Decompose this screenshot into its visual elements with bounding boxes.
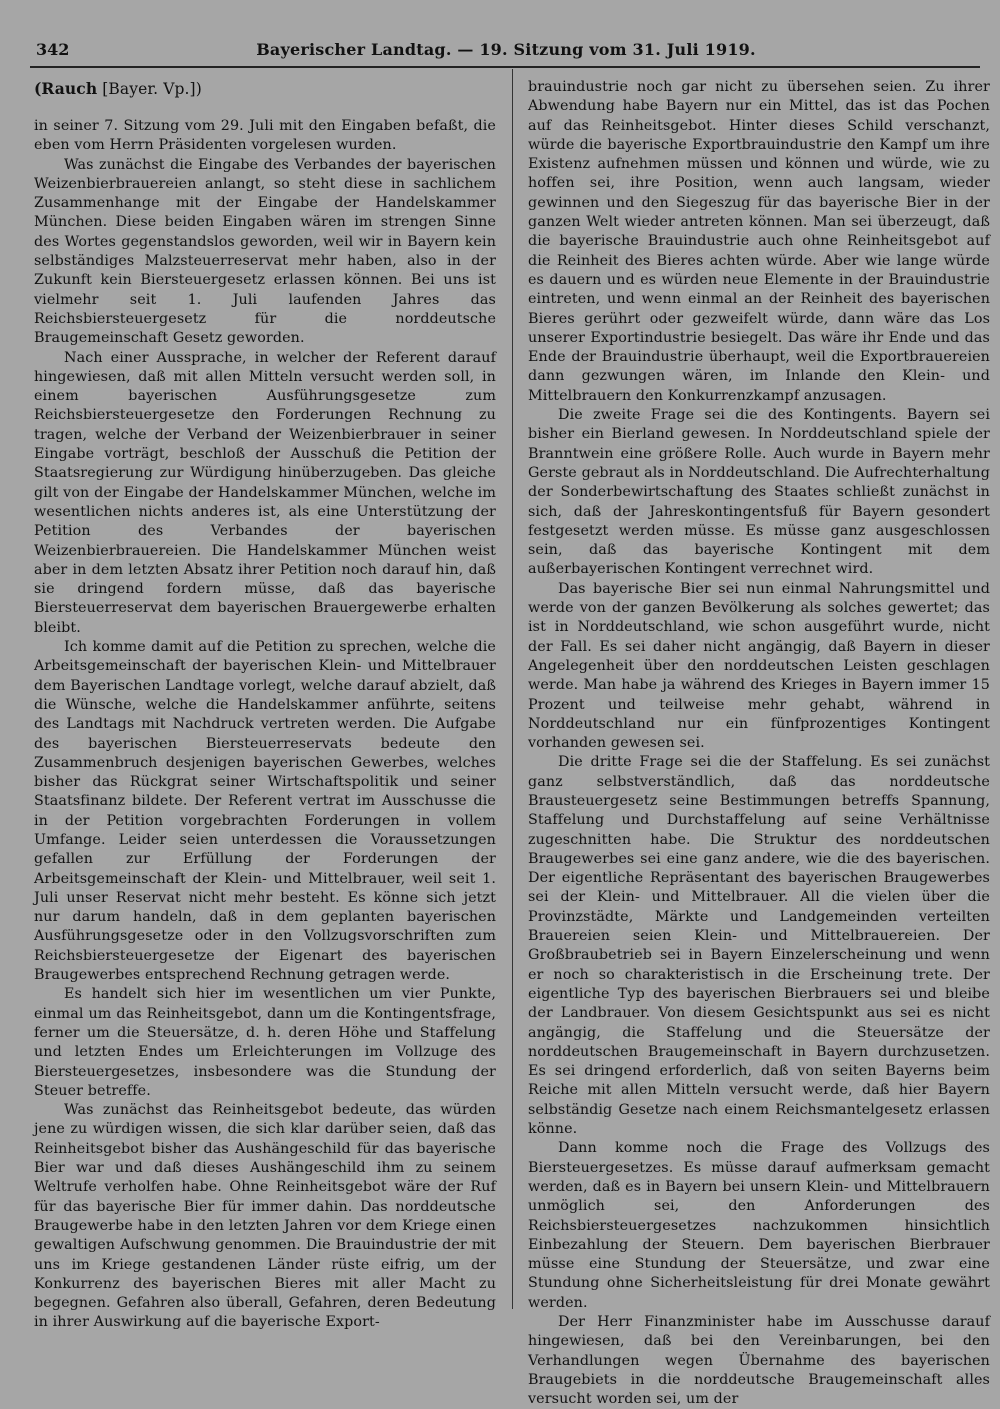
paragraph: Der Herr Finanzminister habe im Ausschusse darauf hingewiesen, daß bei den Vereinbarungen, bei den Verhandlungen wegen Übernahme des bayerischen Braugebiets in die norddeutsche Braugemeinschaft alles versucht worden sei, um der — [528, 1314, 990, 1408]
paragraph: Das bayerische Bier sei nun einmal Nahrungsmittel und werde von der ganzen Bevölkerung als solches gewertet; das ist in Norddeutschland, wie schon ausgeführt wurde, nicht der Fall. Es sei daher nicht angängig, daß Bayern in dieser Angelegenheit über den norddeutschen Leisten geschlagen werde. Man habe ja während des Krieges in Bayern immer 15 Prozent und teilweise mehr gehabt, während in Norddeutschland nur ein fünfprozentiges Kontingent vorhanden gewesen sei. — [528, 580, 990, 752]
paragraph: Ich komme damit auf die Petition zu sprechen, welche die Arbeitsgemeinschaft der bayerischen Klein- und Mittelbrauer dem Bayerischen Landtage vorlegt, welche darauf abzielt, daß die Wünsche, welche die Handelskammer anführte, seitens des Landtags mit Nachdruck vertreten werden. Die Aufgabe des bayerischen Biersteuerreservats bedeute den Zusammenbruch desjenigen bayerischen Gewerbes, welches bisher das Rückgrat seiner Wirtschaftspolitik und seiner Staatsfinanz bildete. Der Referent vertrat im Ausschusse die in der Petition vorgebrachten Forderungen in vollem Umfange. Leider seien unterdessen die Voraussetzungen gefallen zur Erfüllung der Forderungen der Arbeitsgemeinschaft der Klein- und Mittelbrauer, weil seit 1. Juli unser Reservat nicht mehr besteht. Es könne sich jetzt nur darum handeln, daß in dem geplanten bayerischen Ausführungsgesetze oder in den Vollzugsvorschriften zum Reichsbiersteuergesetze der Eigenart des bayerischen Braugewerbes entsprechend Rechnung getragen werde. — [34, 639, 496, 984]
paragraph: Was zunächst das Reinheitsgebot bedeute, das würden jene zu würdigen wissen, die sich klar darüber seien, daß das Reinheitsgebot bisher das Aushängeschild für das bayerische Bier war und daß dieses Aushängeschild ihm zu seinem Weltrufe verholfen habe. Ohne Reinheitsgebot wäre der Ruf für das bayerische Bier für immer dahin. Das norddeutsche Braugewerbe habe in den letzten Jahren vor dem Kriege einen gewaltigen Aufschwung genommen. Die Brauindustrie der mit uns im Kriege gestandenen Länder rüste eifrig, um der Konkurrenz des bayerischen Bieres mit aller Macht zu begegnen. Gefahren also überall, Gefahren, deren Bedeutung in ihrer Auswirkung auf die bayerische Export- — [34, 1102, 496, 1331]
paragraph: Dann komme noch die Frage des Vollzugs des Biersteuergesetzes. Es müsse darauf aufmerksam gemacht werden, daß es in Bayern bei unsern Klein- und Mittelbrauern unmöglich sei, den Anforderungen des Reichsbiersteuergesetzes nachzukommen hinsichtlich Einbezahlung der Steuern. Dem bayerischen Bierbrauer müsse eine Stundung der Steuersätze, und zwar eine Stundung ohne Sicherheitsleistung für drei Monate gewährt werden. — [528, 1140, 990, 1311]
right-column — [528, 78, 990, 1408]
header-rule — [30, 66, 980, 68]
page-number: 342 — [36, 40, 70, 59]
column-divider — [512, 69, 513, 1309]
speaker-party: [Bayer. Vp.]) — [102, 80, 202, 98]
paragraph: Die zweite Frage sei die des Kontingents. Bayern sei bisher ein Bierland gewesen. In Norddeutschland spiele der Branntwein eine größere Rolle. Auch wurde in Bayern mehr Gerste gebraut als in Norddeutschland. Die Aufrechterhaltung der Sonderbewirtschaftung des Staates schließt zunächst in sich, daß der Jahreskontingentsfuß für Bayern gesondert festgesetzt werden müsse. Es müsse ganz ausgeschlossen sein, daß das bayerische Kontingent mit dem außerbayerischen Kontingent verrechnet wird. — [528, 407, 990, 578]
speaker-line — [34, 78, 496, 100]
paragraph: in seiner 7. Sitzung vom 29. Juli mit den Eingaben befaßt, die eben vom Herrn Präsidenten vorgelesen wurden. — [34, 118, 496, 154]
paragraph: Es handelt sich hier im wesentlichen um vier Punkte, einmal um das Reinheitsgebot, dann um die Kontingentsfrage, ferner um die Steuersätze, d. h. deren Höhe und Staffelung und letzten Endes um Erleichterungen im Vollzuge des Biersteuergesetzes, insbesondere was die Stundung der Steuer betreffe. — [34, 986, 496, 1099]
page-header — [36, 36, 976, 60]
left-column — [34, 78, 496, 1331]
paragraph: Die dritte Frage sei die der Staffelung. Es sei zunächst ganz selbstverständlich, daß das norddeutsche Brausteuergesetz seine Bestimmungen betreffs Spannung, Staffelung und Durchstaffelung auf seine Verhältnisse zugeschnitten habe. Die Struktur des norddeutschen Braugewerbes sei eine ganz andere, wie die des bayerischen. Der eigentliche Repräsentant des bayerischen Braugewerbes sei der Klein- und Mittelbrauer. All die vielen über die Provinzstädte, Märkte und Landgemeinden verteilten Brauereien seien Klein- und Mittelbrauereien. Der Großbraubetrieb sei in Bayern Einzelerscheinung und wenn er noch so charakteristisch in die Erscheinung trete. Der eigentliche Typ des bayerischen Bierbrauers sei und bleibe der Landbrauer. Von diesem Gesichtspunkt aus sei es nicht angängig, die Staffelung und die Steuersätze der norddeutschen Braugemeinschaft in Bayern durchzusetzen. Es sei dringend erforderlich, daß von seiten Bayerns beim Reiche mit allen Mitteln versucht werde, daß hier Bayern selbständig Gesetze nach einem Reichsmantelgesetz erlassen könne. — [528, 754, 990, 1138]
paragraph: Was zunächst die Eingabe des Verbandes der bayerischen Weizenbierbrauereien anlangt, so steht diese in sachlichem Zusammenhange mit der Eingabe der Handelskammer München. Diese beiden Eingaben wären im strengen Sinne des Wortes gegenstandslos geworden, weil wir in Bayern kein selbständiges Malzsteuerreservat mehr haben, also in der Zukunft kein Biersteuergesetz erlassen können. Bei uns ist vielmehr seit 1. Juli laufenden Jahres das Reichsbiersteuergesetz für die norddeutsche Braugemeinschaft Gesetz geworden. — [34, 156, 496, 347]
paragraph: brauindustrie noch gar nicht zu übersehen seien. Zu ihrer Abwendung habe Bayern nur ein Mittel, das ist das Pochen auf das Reinheitsgebot. Hinter dieses Schild verschanzt, würde die bayerische Exportbrauindustrie den Kampf um ihre Existenz aufnehmen müssen und können und würde, wie zu hoffen sei, ihre Position, wenn auch langsam, wieder gewinnen und den Siegeszug für das bayerische Bier in der ganzen Welt wieder antreten können. Man sei überzeugt, daß die bayerische Brauindustrie auch ohne Reinheitsgebot auf die Reinheit des Bieres achten würde. Aber wie lange würde es dauern und es würden neue Elemente in der Brauindustrie eintreten, und wenn einmal an der Reinheit des bayerischen Bieres gerührt oder gezweifelt würde, dann wäre das Los unserer Exportindustrie besiegelt. Das wäre ihr Ende und das Ende der Brauindustrie überhaupt, weil die Exportbrauereien dann gezwungen wären, im Inlande den Klein- und Mittelbrauern den Konkurrenzkampf anzusagen. — [528, 79, 990, 404]
running-title: Bayerischer Landtag. — 19. Sitzung vom 31. Juli 1919. — [256, 40, 756, 59]
speaker-name: (Rauch — [34, 79, 98, 98]
paragraph: Nach einer Aussprache, in welcher der Referent darauf hingewiesen, daß mit allen Mitteln versucht werden soll, in einem bayerischen Ausführungsgesetze zum Reichsbiersteuergesetze den Forderungen Rechnung zu tragen, welche der Verband der Weizenbierbrauer in seiner Eingabe vorträgt, beschloß der Ausschuß die Petition der Staatsregierung zur Würdigung hinüberzugeben. Das gleiche gilt von der Eingabe der Handelskammer München, welche im wesentlichen nichts anderes ist, als eine Unterstützung der Petition des Verbandes der bayerischen Weizenbierbrauereien. Die Handelskammer München weist aber in dem letzten Absatz ihrer Petition noch darauf hin, daß sie dringend fordern müsse, daß das bayerische Biersteuerreservat dem bayerischen Brauergewerbe erhalten bleibt. — [34, 349, 496, 636]
